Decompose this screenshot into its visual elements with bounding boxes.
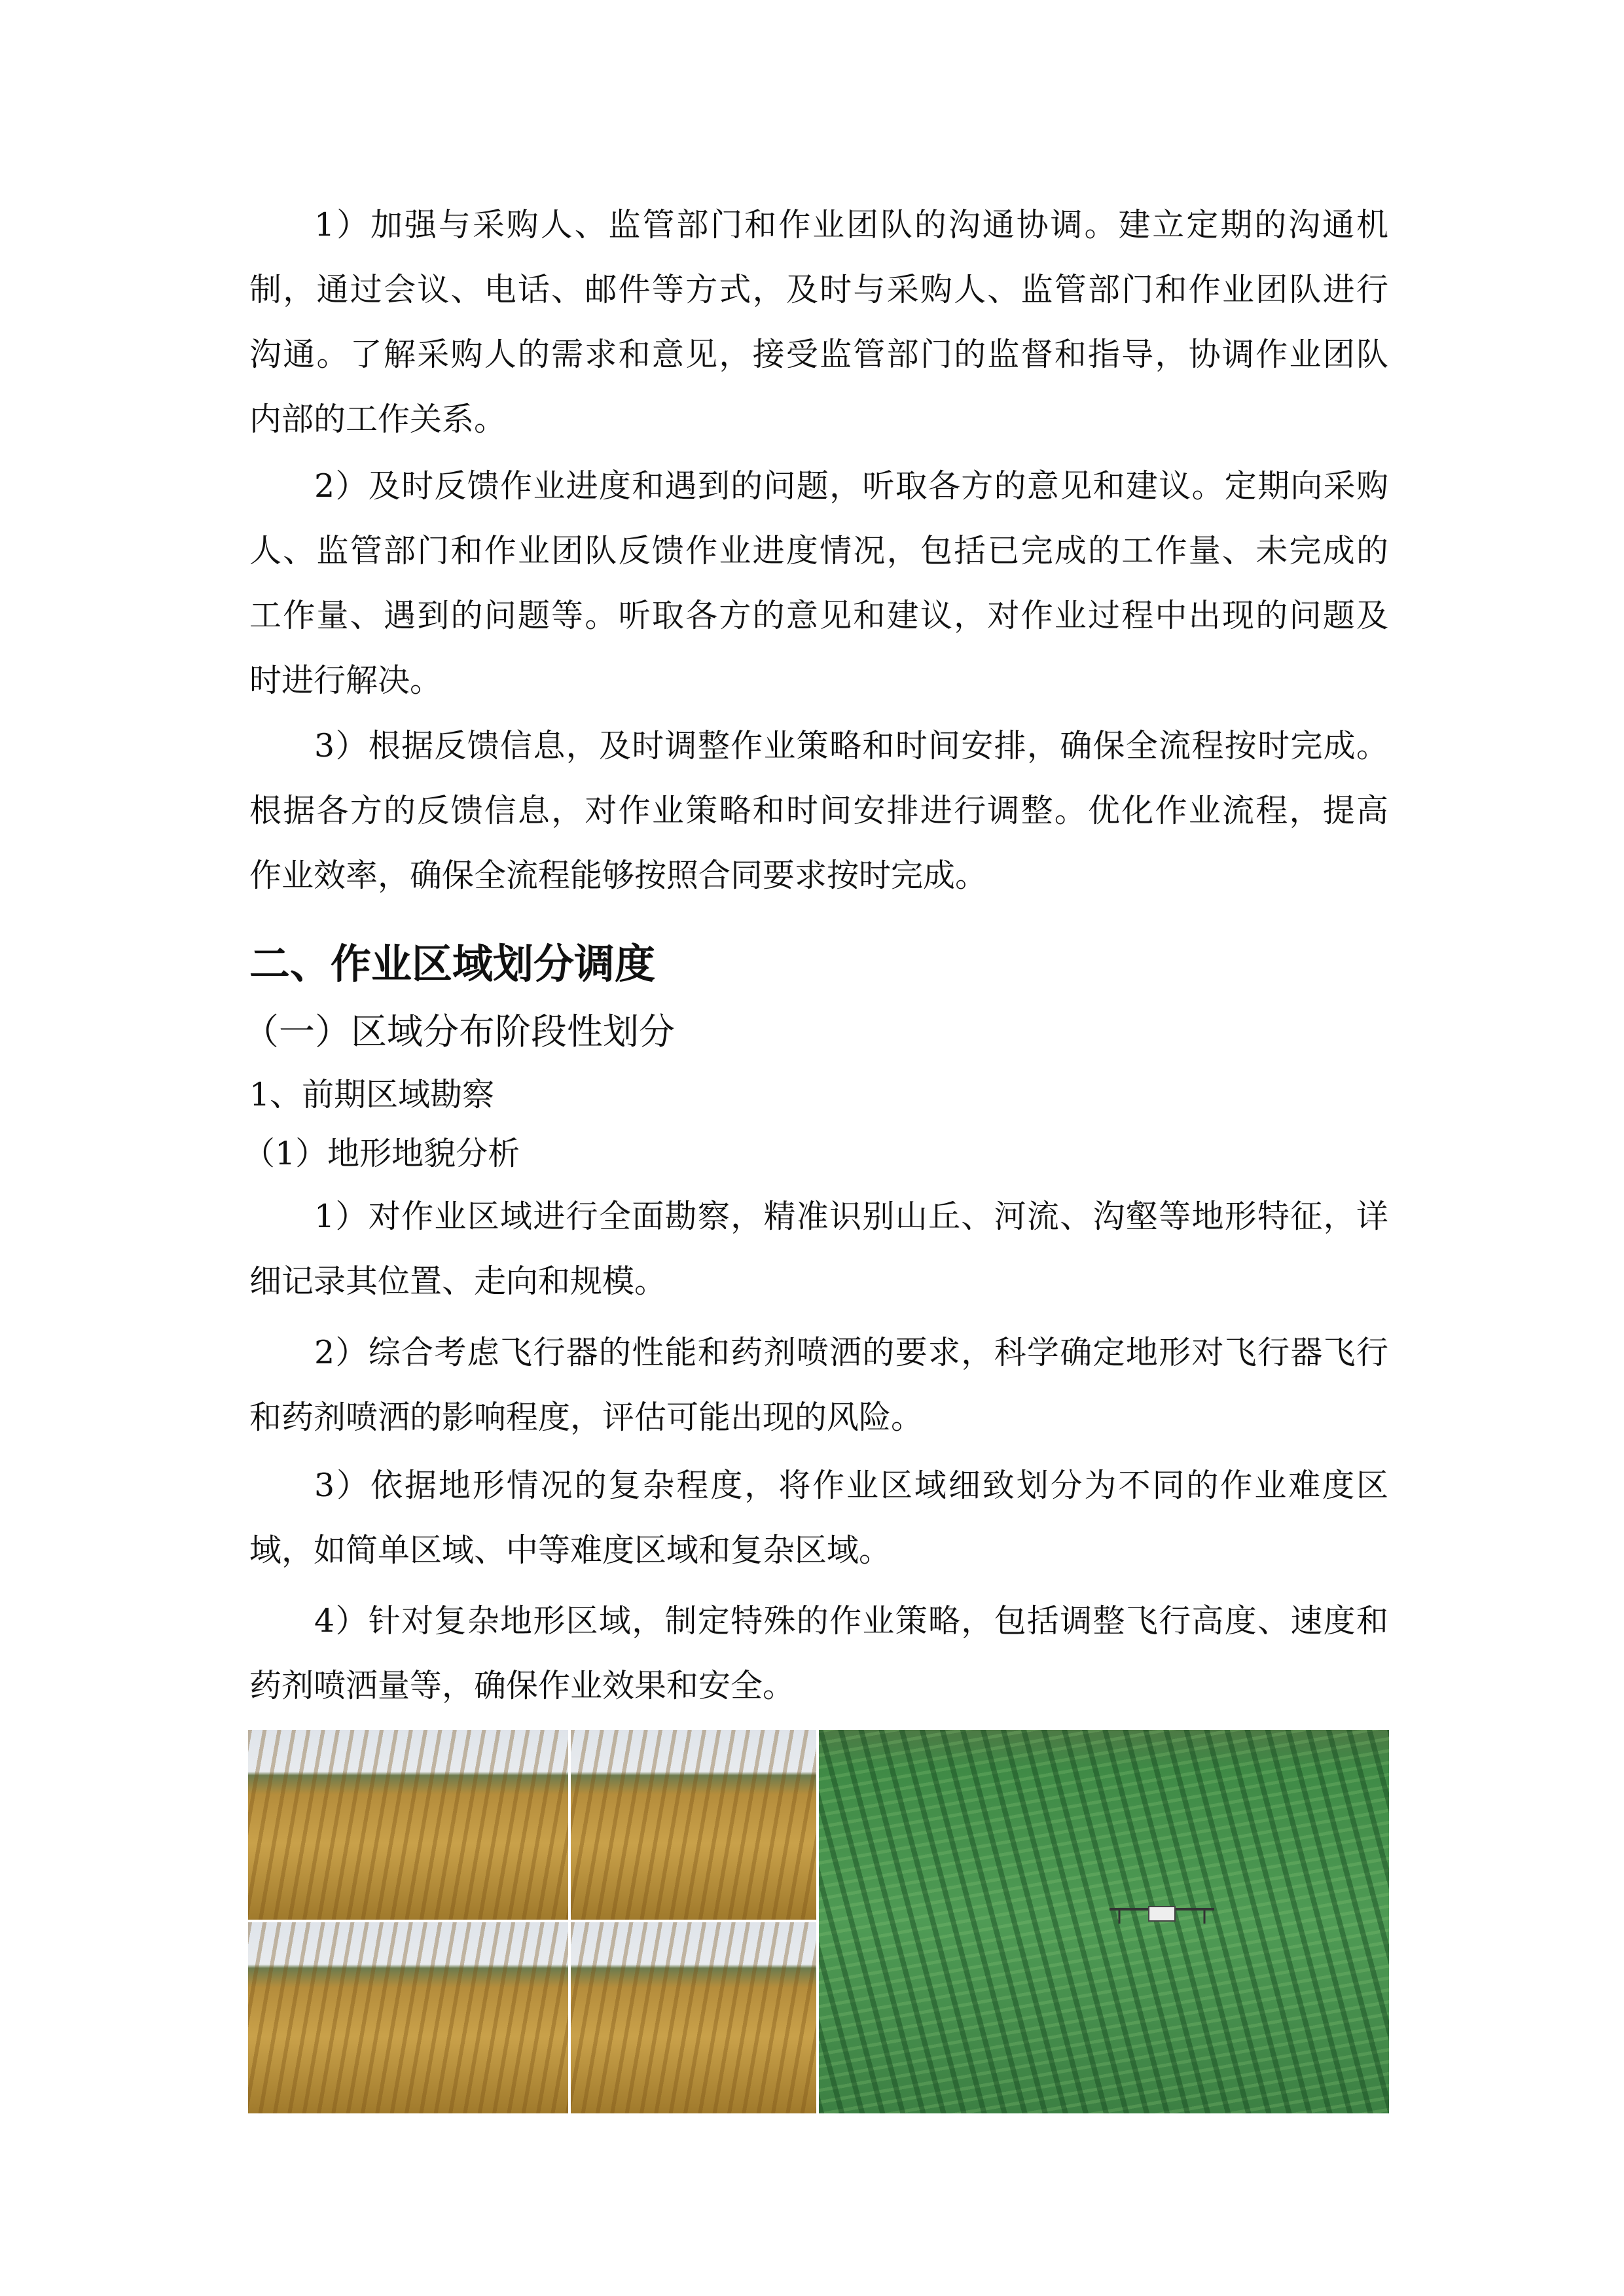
wheat-field-photo-3	[248, 1922, 568, 2113]
paragraph-2	[249, 454, 1388, 713]
subsection-heading: （一）区域分布阶段性划分	[243, 1011, 676, 1052]
text-line: 1）对作业区域进行全面勘察，精准识别山丘、河流、沟壑等地形特征，详	[314, 1198, 1388, 1235]
corn-field-drone-photo	[819, 1730, 1389, 2113]
text-line: 细记录其位置、走向和规模。	[249, 1263, 667, 1300]
text-line: 2）综合考虑飞行器的性能和药剂喷洒的要求，科学确定地形对飞行器飞行	[314, 1334, 1388, 1371]
wheat-field-photo-4	[571, 1922, 816, 2113]
text-line: 根据各方的反馈信息，对作业策略和时间安排进行调整。优化作业流程，提高	[249, 792, 1388, 829]
text-line: 2）及时反馈作业进度和遇到的问题，听取各方的意见和建议。定期向采购	[314, 467, 1388, 505]
text-line: 工作量、遇到的问题等。听取各方的意见和建议，对作业过程中出现的问题及	[249, 597, 1388, 634]
paragraph-1	[249, 192, 1388, 452]
text-line: 时进行解决。	[249, 662, 442, 699]
paragraph-terrain-3	[249, 1453, 1388, 1583]
text-line: 和药剂喷洒的影响程度，评估可能出现的风险。	[249, 1399, 924, 1436]
text-line: 3）根据反馈信息，及时调整作业策略和时间安排，确保全流程按时完成。	[314, 727, 1388, 764]
paragraph-3	[249, 713, 1388, 908]
paragraph-terrain-4	[249, 1588, 1388, 1718]
drone-icon	[1106, 1901, 1218, 1928]
subitem-heading: （1）地形地貌分析	[243, 1135, 520, 1172]
text-line: 制，通过会议、电话、邮件等方式，及时与采购人、监管部门和作业团队进行	[249, 271, 1388, 308]
item-heading: 1、前期区域勘察	[249, 1076, 495, 1113]
text-line: 4）针对复杂地形区域，制定特殊的作业策略，包括调整飞行高度、速度和	[314, 1602, 1388, 1640]
text-line: 域，如简单区域、中等难度区域和复杂区域。	[249, 1532, 892, 1569]
section-heading: 二、作业区域划分调度	[249, 940, 656, 988]
text-line: 沟通。了解采购人的需求和意见，接受监管部门的监督和指导，协调作业团队	[249, 336, 1388, 373]
text-line: 1）加强与采购人、监管部门和作业团队的沟通协调。建立定期的沟通机	[314, 206, 1388, 243]
text-line: 作业效率，确保全流程能够按照合同要求按时完成。	[249, 857, 988, 894]
paragraph-terrain-1	[249, 1184, 1388, 1314]
wheat-field-photo-2	[571, 1730, 816, 1920]
text-line: 内部的工作关系。	[249, 401, 507, 438]
text-line: 药剂喷洒量等，确保作业效果和安全。	[249, 1667, 795, 1704]
paragraph-terrain-2	[249, 1320, 1388, 1450]
wheat-field-photo-1	[248, 1730, 568, 1920]
text-line: 3）依据地形情况的复杂程度，将作业区域细致划分为不同的作业难度区	[314, 1467, 1388, 1504]
text-line: 人、监管部门和作业团队反馈作业进度情况，包括已完成的工作量、未完成的	[249, 532, 1388, 569]
